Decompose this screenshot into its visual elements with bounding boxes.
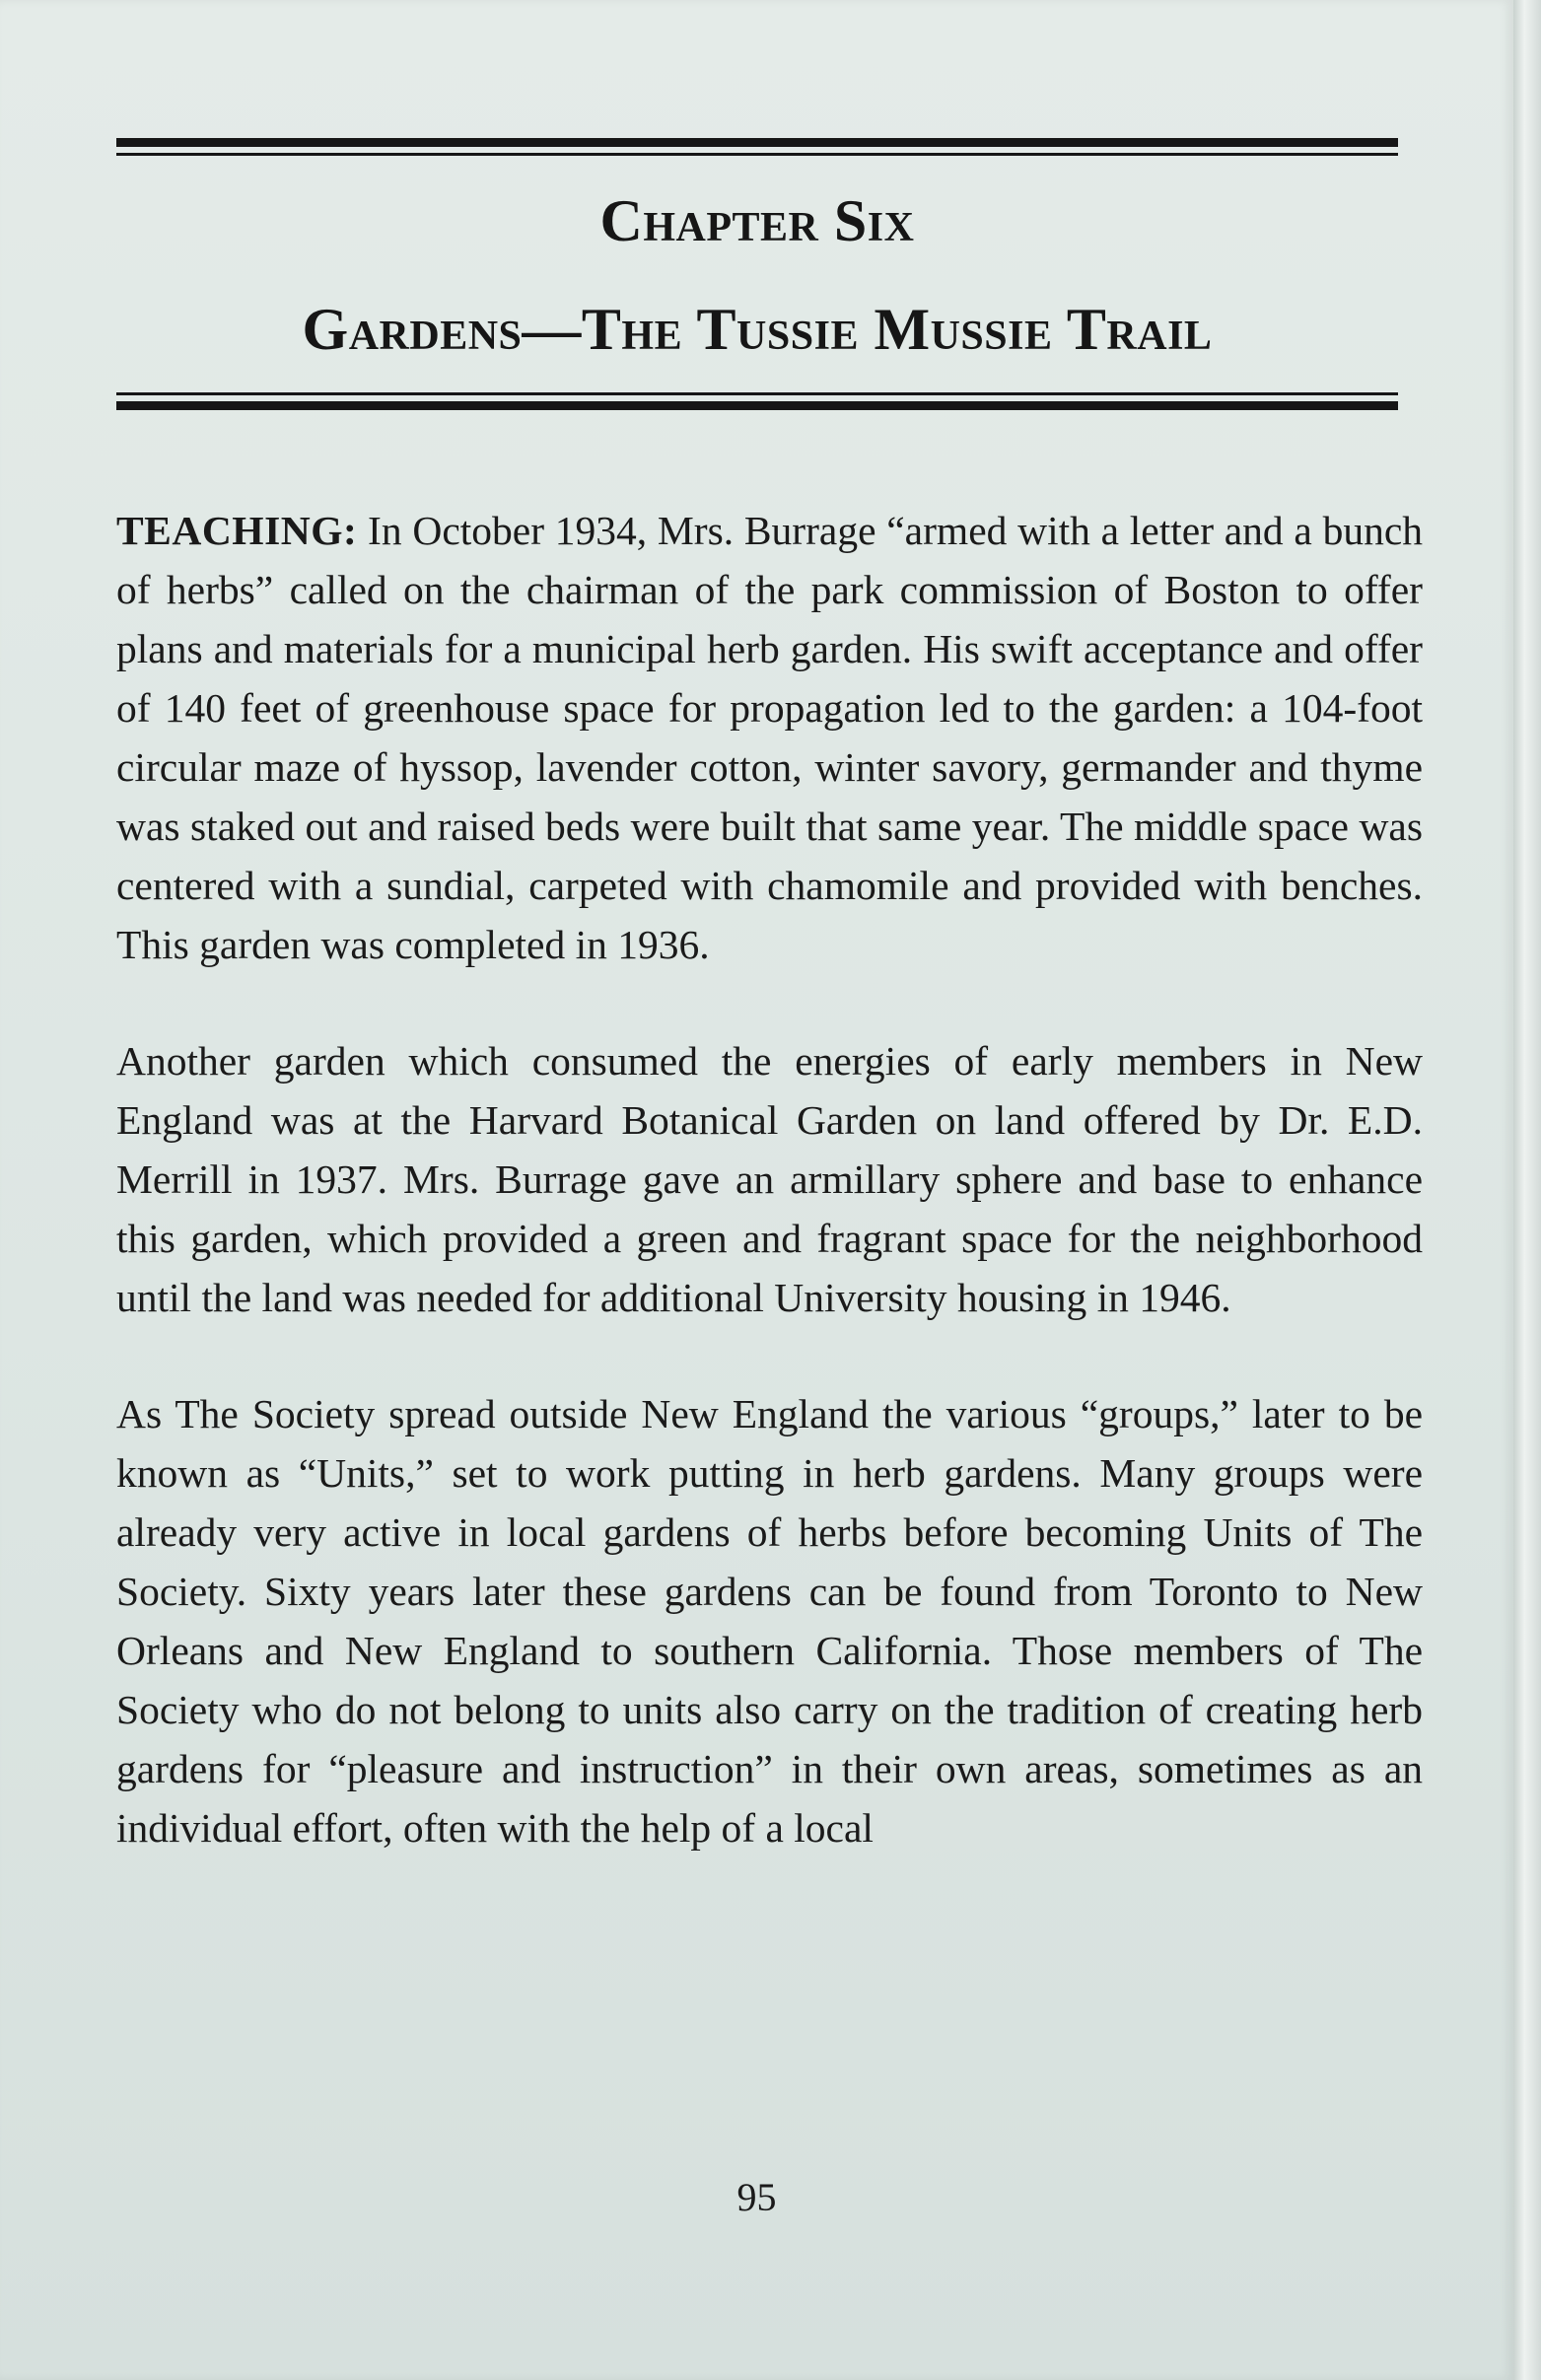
paragraph-text: In October 1934, Mrs. Burrage “armed with a letter and a bunch of herbs” called on the chairman of the park commission of Boston to offer plans and materials for a municipal herb garden. His swift acceptance and offer of 140 feet of greenhouse space for propagation led to the garden: a 104-foot circular maze of hyssop, lavender cotton, winter savory, germander and thyme was staked out and raised beds were built that same year. The middle space was centered with a sundial, carpeted with chamomile and provided with benches. This garden was completed in 1936. <box>116 508 1423 967</box>
bottom-double-rule <box>116 392 1398 410</box>
paragraph-text: Another garden which consumed the energies of early members in New England was at the Harvard Botanical Garden on land offered by Dr. E.D. Merrill in 1937. Mrs. Burrage gave an armillary sphere and base to enhance this garden, which provided a green and fragrant space for the neighborhood until the land was needed for additional University housing in 1946. <box>116 1038 1423 1320</box>
paragraph-lead: TEACHING: <box>116 508 358 553</box>
rule-thick-line <box>116 401 1398 410</box>
paragraph-teaching <box>116 501 1423 974</box>
page-number: 95 <box>736 2175 777 2219</box>
rule-thin-line <box>116 153 1398 156</box>
top-double-rule <box>116 138 1398 156</box>
paragraph-text: As The Society spread outside New England the various “groups,” later to be known as “Units,” set to work putting in herb gardens. Many groups were already very active in local gardens of herbs before becoming Units of The Society. Sixty years later these gardens can be found from Toronto to New Orleans and New England to southern California. Those members of The Society who do not belong to units also carry on the tradition of creating herb gardens for “pleasure and instruction” in their own areas, sometimes as an individual effort, often with the help of a local <box>116 1391 1423 1851</box>
chapter-title: Gardens—The Tussie Mussie Trail <box>302 297 1213 362</box>
body-text <box>116 501 1423 1915</box>
paragraph-harvard <box>116 1031 1423 1327</box>
page-edge <box>1513 0 1541 2380</box>
rule-thick-line <box>116 138 1398 147</box>
paragraph-units <box>116 1384 1423 1857</box>
chapter-label: Chapter Six <box>599 188 915 253</box>
